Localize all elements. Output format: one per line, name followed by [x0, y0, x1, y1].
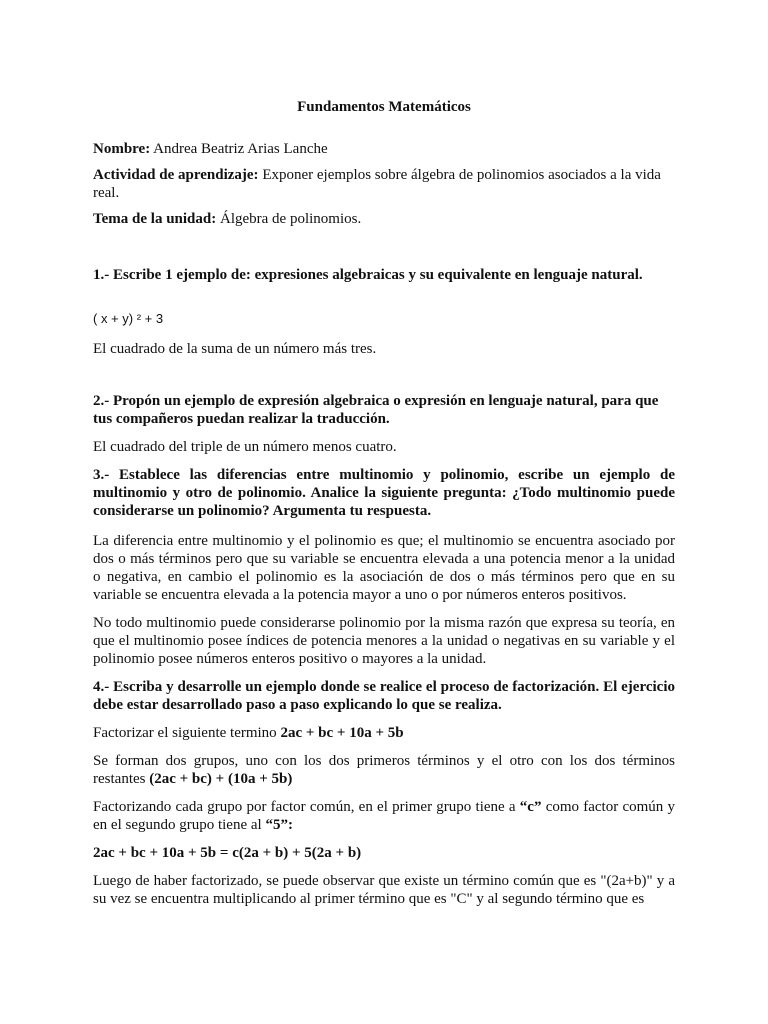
- question-3-heading: 3.- Establece las diferencias entre multinomio y polinomio, escribe un ejemplo de multinomio y otro de polinomio. Analice la siguiente pregunta: ¿Todo multinomio puede considerarse un polinomio? Argumenta tu respuesta.: [93, 467, 675, 519]
- step-2-expression: (2ac + bc) + (10a + 5b): [149, 771, 293, 787]
- activity-value: Exponer ejemplos sobre álgebra de polinomios asociados a la vida real.: [93, 167, 661, 201]
- topic-line: [93, 210, 675, 228]
- question-4-step-1: [93, 724, 675, 742]
- activity-line: [93, 166, 675, 202]
- activity-label: Actividad de aprendizaje:: [93, 167, 259, 183]
- step-2-text: Se forman dos grupos, uno con los dos primeros términos y el otro con los dos términos restantes: [93, 753, 675, 787]
- step-3-colon: :: [287, 817, 293, 833]
- name-line: [93, 140, 675, 158]
- document-page: [93, 98, 675, 908]
- question-4-heading: 4.- Escriba y desarrolle un ejemplo donde se realice el proceso de factorización. El ejercicio debe estar desarrollado paso a paso explicando lo que se realiza.: [93, 679, 675, 713]
- question-1-heading: 1.- Escribe 1 ejemplo de: expresiones algebraicas y su equivalente en lenguaje natural.: [93, 267, 643, 283]
- question-3-paragraph-2: No todo multinomio puede considerarse polinomio por la misma razón que expresa su teoría, en que el multinomio posee índices de potencia menores a la unidad o negativas en su variable y el polinomio posee números enteros positivo o mayores a la unidad.: [93, 615, 675, 667]
- step-3-text-a: Factorizando cada grupo por factor común, en el primer grupo tiene a: [93, 799, 520, 815]
- step-3-factor-c: “c”: [519, 799, 542, 815]
- document-title: Fundamentos Matemáticos: [297, 99, 471, 115]
- question-2-heading: 2.- Propón un ejemplo de expresión algebraica o expresión en lenguaje natural, para que tus compañeros puedan realizar la traducción.: [93, 393, 659, 427]
- step-3-factor-5: “5”: [265, 817, 288, 833]
- name-label: Nombre:: [93, 141, 151, 157]
- question-3-paragraph-1: La diferencia entre multinomio y el polinomio es que; el multinomio se encuentra asociado por dos o más términos pero que su variable se encuentra elevada a una potencia menor a la unidad o negativa, en cambio el polinomio es la asociación de dos o más términos pero que en su variable se encuentra elevada a la potencia mayor a uno o por números enteros positivos.: [93, 533, 675, 603]
- topic-value: Álgebra de polinomios.: [216, 211, 362, 227]
- question-1-answer: El cuadrado de la suma de un número más tres.: [93, 341, 377, 357]
- question-2-answer: El cuadrado del triple de un número menos cuatro.: [93, 439, 397, 455]
- name-value: Andrea Beatriz Arias Lanche: [150, 141, 328, 157]
- question-4-step-5: Luego de haber factorizado, se puede observar que existe un término común que es "(2a+b)" y a su vez se encuentra multiplicando al primer término que es "C" y al segundo término que es: [93, 873, 675, 907]
- question-1-expression: ( x + y) ² + 3: [93, 311, 164, 326]
- step-1-expression: 2ac + bc + 10a + 5b: [280, 725, 404, 741]
- step-3-text-b: como factor común y en el segundo grupo tiene al: [93, 799, 675, 833]
- step-1-text: Factorizar el siguiente termino: [93, 725, 281, 741]
- question-4-step-3: [93, 798, 675, 834]
- question-4-step-4: 2ac + bc + 10a + 5b = c(2a + b) + 5(2a + b): [93, 845, 362, 861]
- question-4-step-2: [93, 752, 675, 788]
- topic-label: Tema de la unidad:: [93, 211, 217, 227]
